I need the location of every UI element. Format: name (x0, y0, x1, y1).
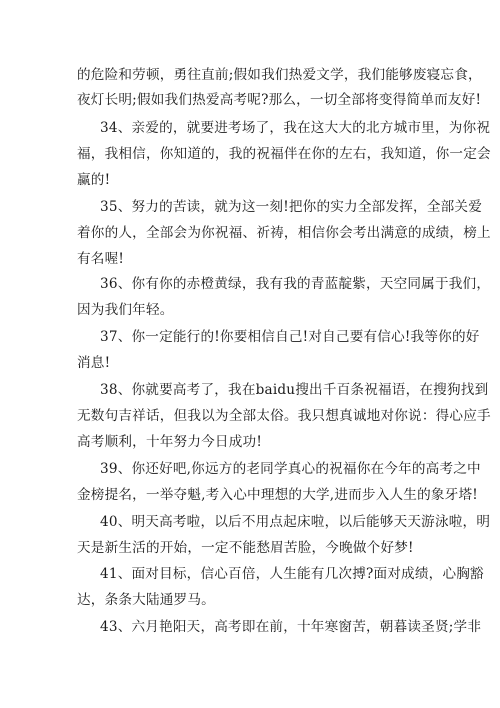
text-line: 因为我们年轻。 (77, 302, 174, 318)
text-line: 高考顺利，十年努力今日成功! (77, 434, 262, 450)
text-line: 赢的! (77, 172, 111, 188)
text-line: 夜灯长明;假如我们热爱高考呢?那么，一切全部将变得简单而友好! (77, 92, 482, 108)
text-line: 福，我相信，你知道的，我的祝福伴在你的左右，我知道，你一定会 (77, 146, 491, 162)
paragraph-40-line: 40、明天高考啦，以后不用点起床啦，以后能够天天游泳啦，明 (100, 514, 491, 530)
paragraph-43-line: 43、六月艳阳天，高考即在前，十年寒窗苦，朝暮读圣贤;学非 (100, 619, 482, 635)
paragraph-38-line: 38、你就要高考了，我在baidu搜出千百条祝福语，在搜狗找到 (100, 382, 489, 398)
text-line: 消息! (77, 355, 111, 371)
paragraph-37-line: 37、你一定能行的!你要相信自己!对自己要有信心!我等你的好 (100, 329, 480, 345)
paragraph-41-line: 41、面对目标，信心百倍，人生能有几次搏?面对成绩，心胸豁 (100, 566, 484, 582)
paragraph-35-line: 35、努力的苦读，就为这一刻!把你的实力全部发挥，全部关爱 (100, 199, 482, 215)
paragraph-36-line: 36、你有你的赤橙黄绿，我有我的青蓝靛紫，天空同属于我们， (100, 276, 491, 292)
text-line: 着你的人，全部会为你祝福、祈祷，相信你会考出满意的成绩，榜上 (77, 225, 491, 241)
text-line: 无数句吉祥话，但我以为全部太俗。我只想真诚地对你说：得心应手 (77, 408, 491, 424)
text-line: 天是新生活的开始，一定不能愁眉苦脸，今晚做个好梦! (77, 540, 414, 556)
paragraph-34-line: 34、亲爱的，就要进考场了，我在这大大的北方城市里，为你祝 (100, 120, 491, 136)
text-line: 有名喔! (77, 251, 125, 267)
text-line: 金榜提名，一举夺魁,考入心中理想的大学,进而步入人生的象牙塔! (77, 487, 478, 503)
text-line: 的危险和劳顿，勇往直前;假如我们热爱文学，我们能够废寝忘食， (77, 67, 482, 83)
paragraph-39-line: 39、你还好吧,你远方的老同学真心的祝福你在今年的高考之中 (100, 461, 481, 477)
text-line: 达，条条大陆通罗马。 (77, 592, 215, 608)
